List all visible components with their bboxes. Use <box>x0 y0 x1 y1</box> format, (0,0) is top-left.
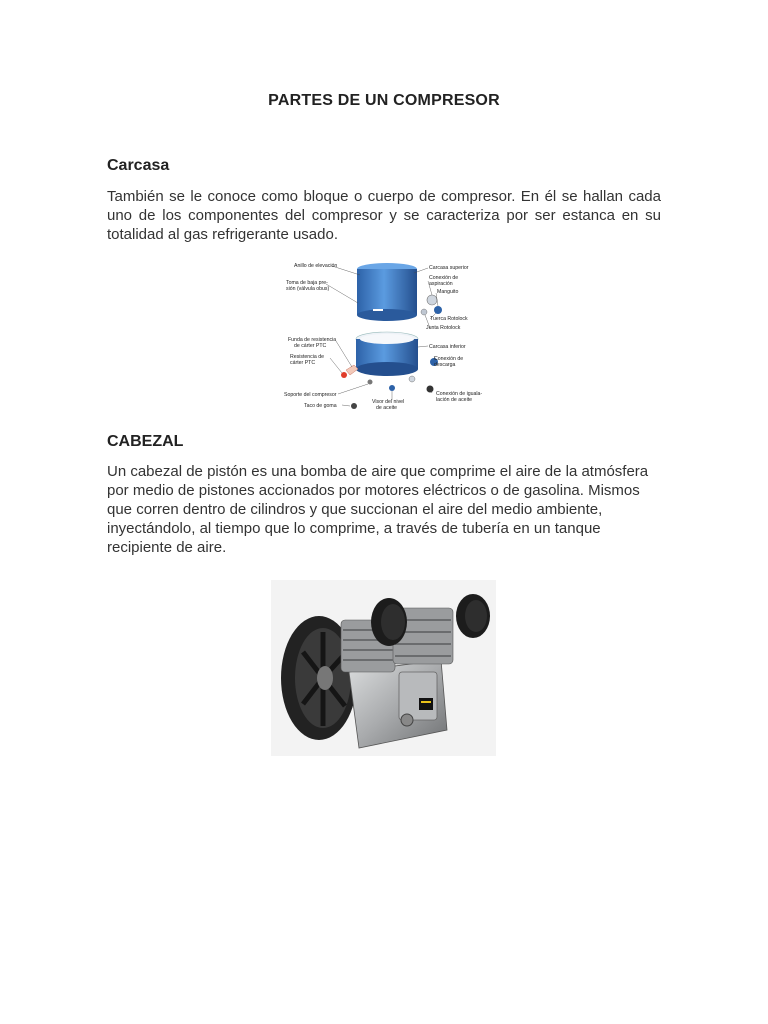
label-igualacion-1: Conexión de iguala- <box>436 391 483 397</box>
label-carcasa-superior: Carcasa superior <box>429 265 469 271</box>
label-carcasa-inferior: Carcasa inferior <box>429 344 466 350</box>
label-soporte: Soporte del compresor <box>284 392 337 398</box>
label-toma-baja-2: sión (válvula obus) <box>286 286 330 292</box>
label-junta-rotolock: Junta Rotolock <box>426 325 461 331</box>
label-resistencia-2: cárter PTC <box>290 360 316 366</box>
label-funda-1: Funda de resistencia <box>288 337 337 343</box>
label-conexion-aspiracion-2: aspiración <box>429 281 453 287</box>
label-visor-2: de aceite <box>376 405 398 411</box>
label-igualacion-2: lación de aceite <box>436 397 473 403</box>
label-manguito: Manguito <box>437 289 459 295</box>
label-anillo-elevacion: Anillo de elevación <box>294 263 338 269</box>
page-title: PARTES DE UN COMPRESOR <box>268 92 500 109</box>
label-tuerca-rotolock: Tuerca Rotolock <box>430 316 468 322</box>
compressor-housing-diagram <box>280 257 495 415</box>
piston-pump-head-photo <box>271 580 496 756</box>
cabezal-paragraph: Un cabezal de pistón es una bomba de aire que comprime el aire de la atmósfera por medio de pistones accionados por motores eléctricos o de gasolina. Mismos que corren dentro de cilindros y que succionan el aire del medio ambiente, inyectándolo, al tiempo que lo comprime, a través de tubería en un tanque recipiente de aire. <box>107 463 649 556</box>
label-visor-1: Visor del nivel <box>372 399 405 405</box>
label-funda-2: de cárter PTC <box>294 343 327 349</box>
label-conexion-descarga-1: Conexión de <box>434 356 464 362</box>
label-resistencia-1: Resistencia de <box>290 354 325 360</box>
label-taco-goma: Taco de goma <box>304 403 337 409</box>
label-conexion-descarga-2: descarga <box>434 362 456 368</box>
section-heading-cabezal: CABEZAL <box>107 433 184 450</box>
carcasa-paragraph: También se le conoce como bloque o cuerpo de compresor. En él se hallan cada uno de los componentes del compresor y se caracteriza por ser estanca en su totalidad al gas refrigerante usado. <box>107 188 661 243</box>
label-toma-baja-1: Toma de baja pre- <box>286 280 328 286</box>
section-heading-carcasa: Carcasa <box>107 157 170 174</box>
label-conexion-aspiracion-1: Conexión de <box>429 275 459 281</box>
